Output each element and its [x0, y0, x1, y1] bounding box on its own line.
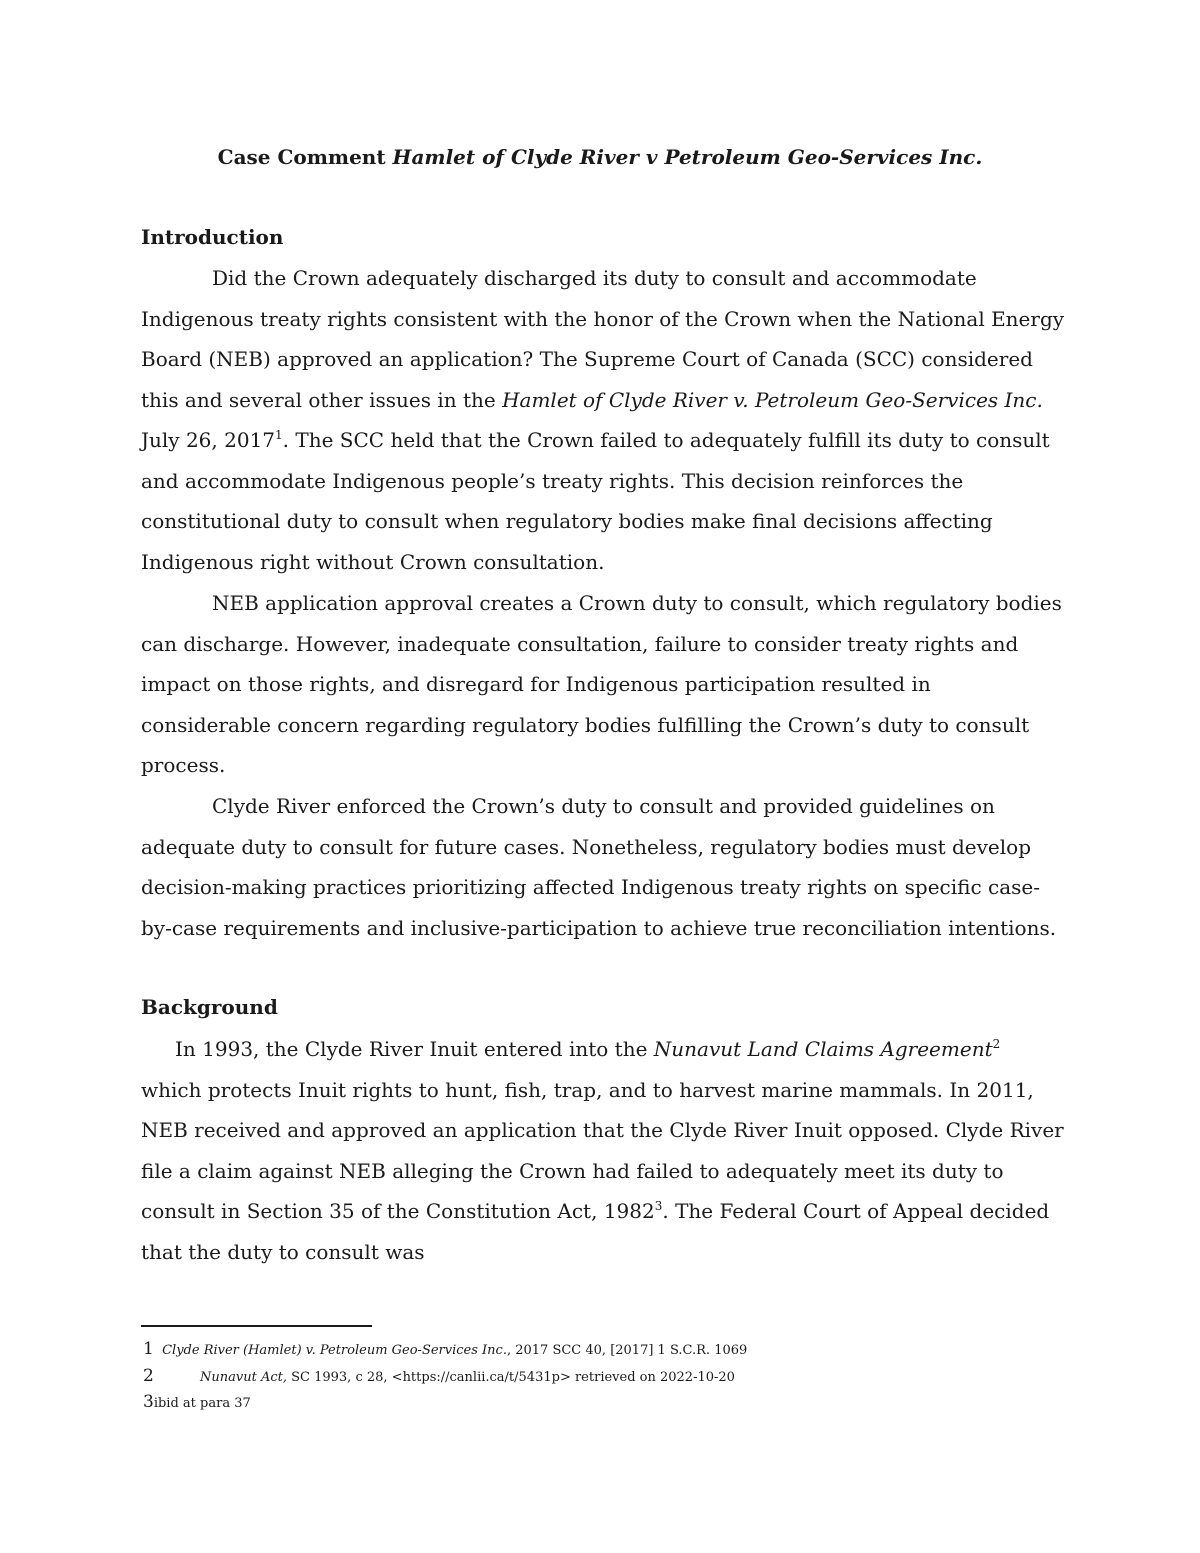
- intro-p1-text-b: July 26, 2017: [141, 428, 276, 452]
- intro-p1-text-c: . The SCC held that the Crown failed to adequately fulfill its duty to consult and accommodate Indigenous people’s treaty rights. This decision reinforces the constitutional duty to consult when regulatory bodies make final decisions affecting Indigenous right without Crown consultation.: [141, 428, 1050, 574]
- introduction-paragraph-1: [141, 258, 1066, 582]
- title-case-name: Hamlet of Clyde River v Petroleum Geo-Services Inc.: [392, 145, 983, 169]
- footnote-number: 3: [143, 1392, 154, 1412]
- background-paragraph-1: [141, 1029, 1066, 1272]
- footnote-separator: [141, 1325, 372, 1327]
- footnote-citation-italic: Nunavut Act,: [200, 1370, 287, 1385]
- footnote-ref-2: 2: [992, 1037, 1001, 1051]
- intro-p1-text-a: Did the Crown adequately discharged its duty to consult and accommodate Indigenous treaty rights consistent with the honor of the Crown when the National Energy Board (NEB) approved an application? The Supreme Court of Canada (SCC) considered this and several other issues in the: [141, 266, 1065, 412]
- bg-p1-text-b: which protects Inuit rights to hunt, fish, trap, and to harvest marine mammals. In 2011, NEB received and approved an application that the Clyde River Inuit opposed. Clyde River file a claim against NEB alleging the Crown had failed to adequately meet its duty to consult in Section 35 of the Constitution Act, 1982: [141, 1077, 1064, 1223]
- intro-p1-case-name: Hamlet of Clyde River v. Petroleum Geo-Services Inc.: [502, 387, 1043, 412]
- footnote-ref-1: 1: [275, 428, 283, 442]
- footnote-number: 2: [143, 1366, 154, 1386]
- bg-p1-agreement-name: Nunavut Land Claims Agreement: [653, 1037, 993, 1061]
- footnote-citation-text: , 2017 SCC 40, [2017] 1 S.C.R. 1069: [506, 1343, 748, 1358]
- footnote-citation-text: SC 1993, c 28, <https://canlii.ca/t/5431p> retrieved on 2022-10-20: [286, 1370, 735, 1385]
- footnote-2: [143, 1366, 735, 1388]
- document-title: [0, 142, 1200, 172]
- footnote-ref-3: 3: [654, 1199, 663, 1213]
- footnote-3: [143, 1392, 251, 1414]
- footnote-citation-italic: Clyde River (Hamlet) v. Petroleum Geo-Services Inc.: [162, 1343, 507, 1358]
- title-prefix: Case Comment: [217, 145, 393, 169]
- introduction-heading: Introduction: [141, 225, 284, 249]
- introduction-paragraph-3: Clyde River enforced the Crown’s duty to consult and provided guidelines on adequate duty to consult for future cases. Nonetheless, regulatory bodies must develop decision-making practices prioritizing affected Indigenous treaty rights on specific case-by-case requirements and inclusive-participation to achieve true reconciliation intentions.: [141, 794, 1057, 940]
- bg-p1-text-a: In 1993, the Clyde River Inuit entered into the: [175, 1037, 654, 1061]
- footnote-number: 1: [143, 1339, 154, 1359]
- background-heading: Background: [141, 995, 278, 1019]
- footnote-citation-text: ibid at para 37: [153, 1396, 251, 1411]
- footnote-1: [143, 1339, 747, 1361]
- bg-p1-text-c: . The Federal Court of Appeal decided that the duty to consult was: [141, 1199, 1050, 1264]
- introduction-paragraph-2: NEB application approval creates a Crown duty to consult, which regulatory bodies can discharge. However, inadequate consultation, failure to consider treaty rights and impact on those rights, and disregard for Indigenous participation resulted in considerable concern regarding regulatory bodies fulfilling the Crown’s duty to consult process.: [141, 591, 1062, 777]
